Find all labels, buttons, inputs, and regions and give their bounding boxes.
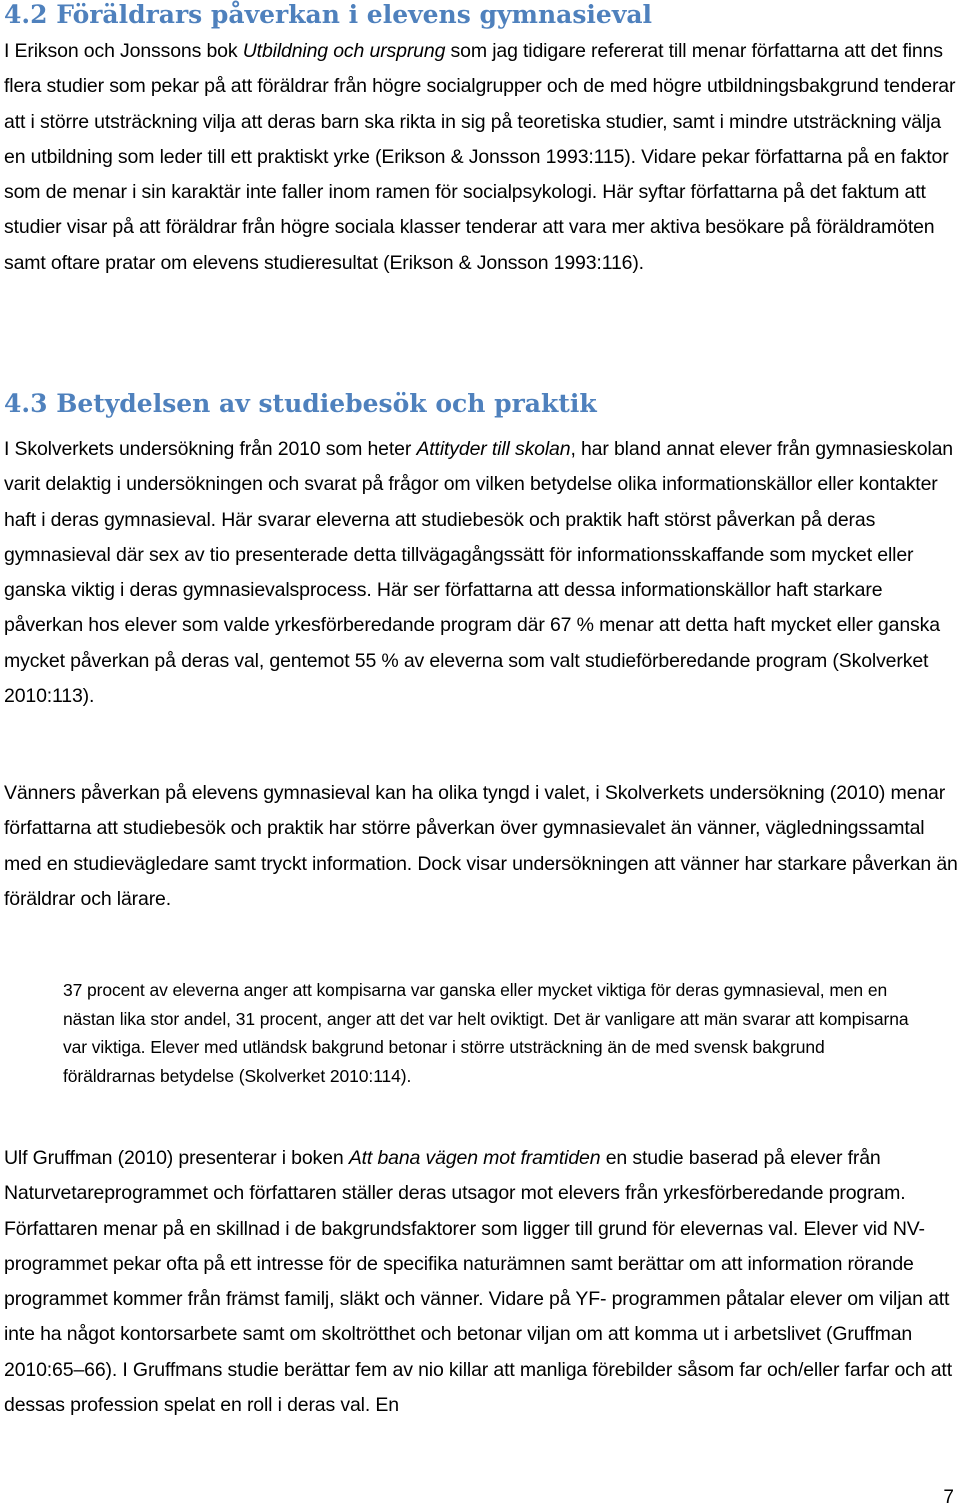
section-heading-4-2: 4.2 Föräldrars påverkan i elevens gymnasieval [4,0,653,29]
report-title: Attityder till skolan [416,438,571,460]
book-title: Utbildning och ursprung [242,40,446,62]
paragraph-text: I Skolverkets undersökning från 2010 som heter [4,438,417,460]
page-number: 7 [943,1487,954,1508]
section-heading-4-3: 4.3 Betydelsen av studiebesök och praktik [4,389,597,418]
paragraph-text: Ulf Gruffman (2010) presenterar i boken [4,1147,349,1169]
paragraph-erikson-jonsson [4,34,959,281]
book-title: Att bana vägen mot framtiden [348,1147,601,1169]
paragraph-text: en studie baserad på elever från Naturvetareprogrammet och författaren ställer deras utsagor mot elevers från yrkesförberedande program. Författaren menar på en skillnad i de bakgrundsfaktorer som ligger till grund för elevernas val. Elever vid NV-programmet pekar ofta på ett intresse för de specifika naturämnen samt berättar om att information rörande programmet kommer från främst familj, släkt och vänner. Vidare på YF- programmen påtalar elever om viljan att inte ha något kontorsarbete samt om skoltrötthet och betonar viljan om att komma ut i arbetslivet (Gruffman 2010:65–66). I Gruffmans studie berättar fem av nio killar att manliga förebilder såsom far och/eller farfar och att dessas profession spelat en roll i deras val. En [4,1147,952,1417]
paragraph-skolverket [4,432,959,714]
paragraph-vanners-paverkan: Vänners påverkan på elevens gymnasieval kan ha olika tyngd i valet, i Skolverkets undersökning (2010) menar författarna att studiebesök och praktik har större påverkan över gymnasievalet än vänner, vägledningssamtal med en studievägledare samt tryckt information. Dock visar undersökningen att vänner har starkare påverkan än föräldrar och lärare. [4,782,958,910]
paragraph-text: I Erikson och Jonssons bok [4,40,243,62]
paragraph-gruffman [4,1141,959,1423]
paragraph-text: som jag tidigare refererat till menar författarna att det finns flera studier som pekar på att föräldrar från högre socialgrupper och de med högre utbildningsbakgrund tenderar att i större utsträckning vilja att deras barn ska rikta in sig på teoretiska studier, samt i mindre utsträckning välja en utbildning som leder till ett praktiskt yrke (Erikson & Jonsson 1993:115). Vidare pekar författarna på en faktor som de menar i sin karaktär inte faller inom ramen för socialpsykologi. Här syftar författarna på det faktum att studier visar på att föräldrar från högre sociala klasser tenderar att vara mer aktiva besökare på föräldramöten samt oftare pratar om elevens studieresultat (Erikson & Jonsson 1993:116). [4,40,956,274]
block-quote: 37 procent av eleverna anger att kompisarna var ganska eller mycket viktiga för deras gymnasieval, men en nästan lika stor andel, 31 procent, anger att det var helt oviktigt. Det är vanligare att män svarar att kompisarna var viktiga. Elever med utländsk bakgrund betonar i större utsträckning än de med svensk bakgrund föräldrarnas betydelse (Skolverket 2010:114). [63,980,909,1086]
paragraph-text: , har bland annat elever från gymnasieskolan varit delaktig i undersökningen och svarat på frågor om vilken betydelse olika informationskällor eller kontakter haft i deras gymnasieval. Här svarar eleverna att studiebesök och praktik haft störst påverkan på deras gymnasieval där sex av tio presenterade detta tillvägagångssätt för informationsskaffande som mycket eller ganska viktig i deras gymnasievalsprocess. Här ser författarna att dessa informationskällor haft starkare påverkan hos elever som valde yrkesförberedande program där 67 % menar att detta haft mycket eller ganska mycket påverkan på deras val, gentemot 55 % av eleverna som valt studieförberedande program (Skolverket 2010:113). [4,438,953,708]
